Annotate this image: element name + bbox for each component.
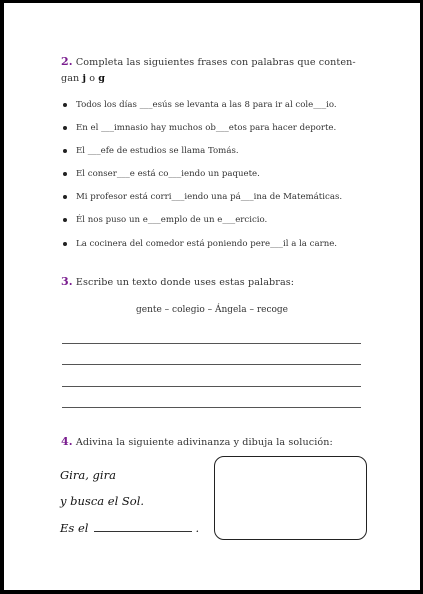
riddle-line-2: y busca el Sol.: [60, 494, 145, 508]
sentence-list: [62, 99, 412, 261]
sentence-item: En el ___imnasio hay muchos ob___etos para hacer deporte.: [62, 122, 412, 145]
exercise-2-header-line2: [61, 73, 105, 84]
riddle-line-3-prefix: Es el: [60, 521, 89, 535]
exercise-2-instruction-prefix: gan: [61, 73, 80, 84]
riddle-line-3: [60, 521, 199, 535]
word-list: gente – colegio – Ángela – recoge: [135, 305, 288, 315]
sentence-item: Él nos puso un e___emplo de un e___ercicio.: [62, 214, 412, 237]
exercise-3-instruction: Escribe un texto donde uses estas palabras:: [75, 277, 295, 288]
drawing-box[interactable]: [214, 456, 367, 540]
letter-j: j: [82, 73, 87, 84]
exercise-2-number: 2.: [61, 55, 73, 68]
connector-o: o: [89, 73, 96, 84]
exercise-3-header: [61, 276, 294, 288]
answer-blank[interactable]: [94, 521, 192, 532]
exercise-3-number: 3.: [61, 275, 73, 288]
worksheet-page: [4, 3, 420, 590]
riddle-line-3-suffix: .: [195, 521, 200, 535]
writing-line[interactable]: [62, 364, 361, 365]
sentence-item: El ___efe de estudios se llama Tomás.: [62, 145, 412, 168]
sentence-item: La cocinera del comedor está poniendo pere___il a la carne.: [62, 238, 412, 261]
sentence-item: Mi profesor está corri___iendo una pá___ina de Matemáticas.: [62, 191, 412, 214]
exercise-4-number: 4.: [61, 435, 73, 448]
sentence-item: El conser___e está co___iendo un paquete.: [62, 168, 412, 191]
writing-line[interactable]: [62, 407, 361, 408]
exercise-4-instruction: Adivina la siguiente adivinanza y dibuja la solución:: [75, 437, 333, 448]
letter-g: g: [98, 73, 106, 84]
exercise-4-header: [61, 436, 333, 448]
writing-line[interactable]: [62, 386, 361, 387]
writing-line[interactable]: [62, 343, 361, 344]
sentence-item: Todos los días ___esús se levanta a las 8 para ir al cole___io.: [62, 99, 412, 122]
exercise-2-instruction-line1: Completa las siguientes frases con palabras que conten-: [75, 57, 356, 68]
riddle-line-1: Gira, gira: [60, 468, 116, 482]
exercise-2-header: [61, 56, 411, 68]
